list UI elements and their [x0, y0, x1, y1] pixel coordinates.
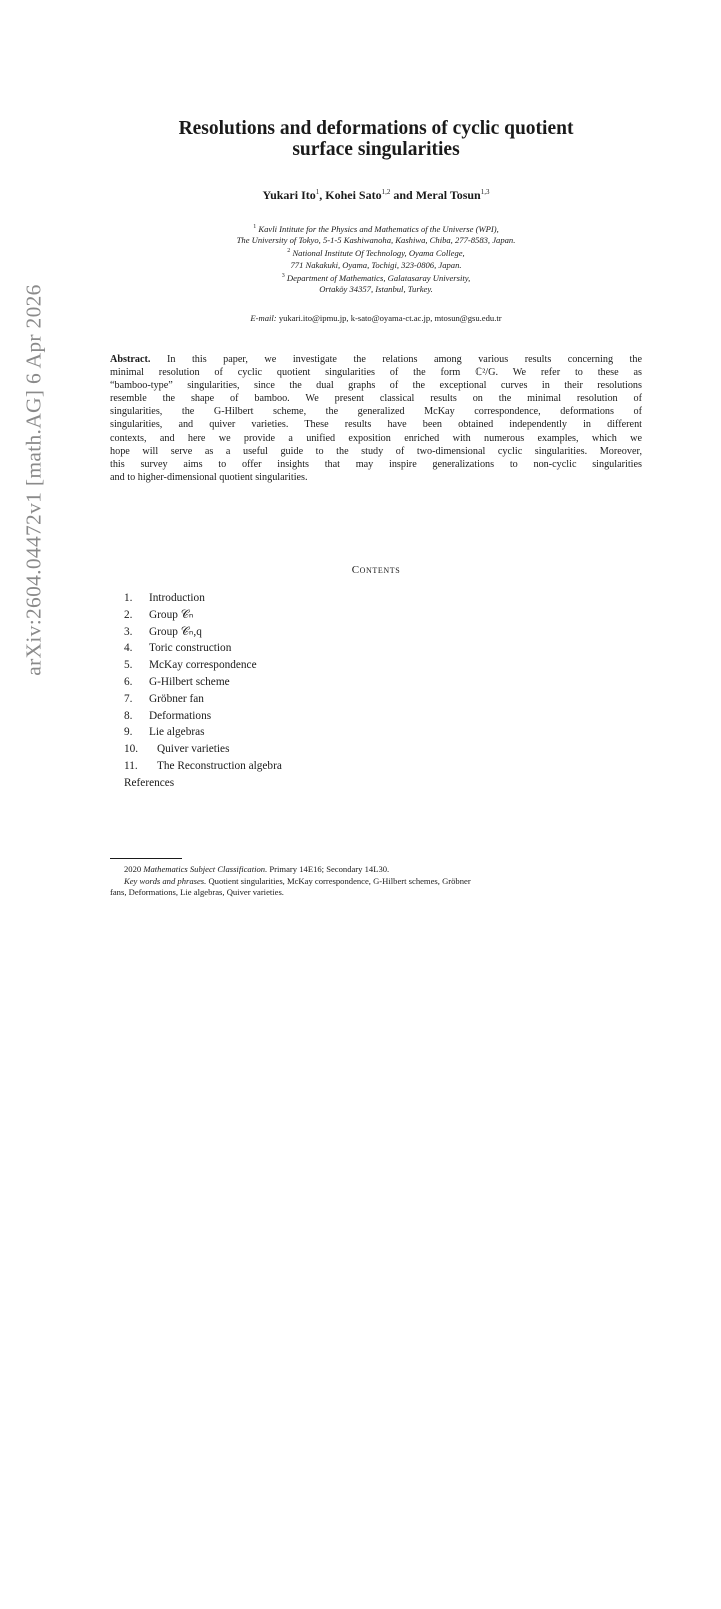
- abstract: [110, 353, 642, 484]
- footnote-msc-text: Primary 14E16; Secondary 14L30.: [269, 864, 390, 874]
- abstract-line: resemble the shape of bamboo. We present classical results on the minimal resolution of: [110, 393, 642, 405]
- abstract-line: minimal resolution of cyclic quotient singularities of the form ℂ²/G. We refer to these as: [110, 367, 642, 379]
- author-separator: and: [390, 188, 416, 202]
- footnote-rule: [110, 858, 182, 859]
- author-list: [110, 188, 642, 203]
- toc-entry-number: 5.: [124, 659, 133, 672]
- toc-entry-number: 7.: [124, 692, 133, 705]
- affiliation-line: [110, 271, 642, 284]
- author-name: Meral Tosun: [415, 188, 481, 202]
- footnote-keywords-continued: fans, Deformations, Lie algebras, Quiver varieties.: [110, 887, 284, 897]
- toc-entry-title: McKay correspondence: [149, 659, 257, 672]
- arxiv-identifier-stamp: arXiv:2604.04472v1 [math.AG] 6 Apr 2026: [21, 284, 46, 676]
- affiliation-mark: 2: [287, 248, 291, 255]
- footnote-msc-year: 2020: [124, 864, 142, 874]
- affiliation-line: 771 Nakakuki, Oyama, Tochigi, 323-0806, Japan.: [290, 259, 462, 270]
- abstract-line: hope will serve as a useful guide to the study of two-dimensional cyclic singularities. Moreover,: [110, 445, 642, 457]
- affiliation-line: Ortaköy 34357, Istanbul, Turkey.: [319, 284, 433, 295]
- footnote-keywords-label: Key words and phrases.: [124, 875, 207, 886]
- abstract-line: [110, 353, 642, 366]
- toc-entry-title: Group 𝒞ₙ: [149, 608, 194, 621]
- toc-entry-title: Group 𝒞ₙ,q: [149, 625, 202, 638]
- title-line-2: surface singularities: [292, 139, 460, 160]
- affiliation-line: [110, 246, 642, 259]
- toc-entry-title: Introduction: [149, 592, 205, 604]
- toc-entry-page: [124, 590, 721, 1609]
- contents-heading: Contents: [351, 564, 401, 576]
- author-affiliation-mark: 1: [315, 188, 320, 196]
- toc-entry-number: 8.: [124, 709, 133, 722]
- toc-entry-title: G-Hilbert scheme: [149, 675, 230, 688]
- author-name: Yukari Ito: [262, 188, 316, 202]
- email-line: [110, 313, 642, 323]
- affiliation-text: Department of Mathematics, Galatasaray University,: [286, 272, 471, 283]
- toc-entry-title: Lie algebras: [149, 726, 205, 739]
- abstract-line: this survey aims to offer insights that may inspire generalizations to non-cyclic singularities: [110, 458, 642, 470]
- toc-entry-number: 10.: [124, 743, 139, 756]
- toc-entry-title: The Reconstruction algebra: [157, 759, 282, 772]
- affiliation-line: [110, 222, 642, 235]
- toc-entry-number: 6.: [124, 675, 133, 688]
- author-affiliation-mark: 1,2: [381, 188, 391, 196]
- footnote-msc-label: Mathematics Subject Classification.: [143, 864, 268, 874]
- email-addresses: yukari.ito@ipmu.jp, k-sato@oyama-ct.ac.jp, mtosun@gsu.edu.tr: [278, 313, 502, 323]
- author-affiliation-mark: 1,3: [480, 188, 490, 196]
- author-separator: ,: [319, 188, 326, 202]
- paper-title: [110, 118, 642, 160]
- affiliations: [110, 222, 642, 295]
- abstract-line: singularities, and quiver varieties. These results have been obtained independently in different: [110, 419, 642, 431]
- abstract-line: singularities, the G-Hilbert scheme, the generalized McKay correspondence, deformations of: [110, 406, 642, 418]
- abstract-text: In this paper, we investigate the relations among various results concerning the: [166, 354, 642, 365]
- affiliation-text: Kavli Intitute for the Physics and Mathematics of the Universe (WPI),: [258, 223, 499, 234]
- toc-entry-number: 2.: [124, 608, 133, 621]
- table-of-contents: [124, 590, 642, 792]
- abstract-line: contexts, and here we provide a unified exposition enriched with numerous examples, which we: [110, 432, 642, 444]
- toc-entry-number: 1.: [124, 592, 133, 604]
- abstract-line: “bamboo-type” singularities, since the dual graphs of the exceptional curves in their resolutions: [110, 380, 642, 392]
- footnote-msc: [110, 864, 642, 876]
- toc-entry-number: 3.: [124, 625, 133, 638]
- toc-entry-number: 11.: [124, 759, 138, 772]
- affiliation-mark: 1: [253, 224, 257, 230]
- footnote: [110, 864, 642, 899]
- toc-entry[interactable]: [124, 775, 642, 792]
- footnote-keywords: [110, 876, 642, 888]
- toc-entry-title: Deformations: [149, 709, 212, 722]
- abstract-line: and to higher-dimensional quotient singularities.: [110, 471, 308, 483]
- title-line-1: Resolutions and deformations of cyclic quotient: [178, 118, 574, 139]
- affiliation-mark: 3: [281, 272, 285, 279]
- author-name: Kohei Sato: [325, 188, 382, 202]
- toc-entry-title: Gröbner fan: [149, 692, 204, 705]
- toc-entry-number: 9.: [124, 726, 133, 739]
- toc-entry-number: 4.: [124, 642, 133, 655]
- footnote-keywords-text: Quotient singularities, McKay correspondence, G-Hilbert schemes, Gröbner: [208, 875, 471, 886]
- abstract-heading: Abstract.: [110, 354, 151, 365]
- email-label: E-mail:: [250, 313, 277, 323]
- affiliation-text: National Institute Of Technology, Oyama College,: [292, 248, 465, 259]
- toc-entry-title: References: [124, 776, 175, 789]
- toc-entry-title: Quiver varieties: [157, 743, 230, 756]
- toc-entry-title: Toric construction: [149, 642, 232, 655]
- affiliation-line: The University of Tokyo, 5-1-5 Kashiwanoha, Kashiwa, Chiba, 277-8583, Japan.: [236, 235, 516, 246]
